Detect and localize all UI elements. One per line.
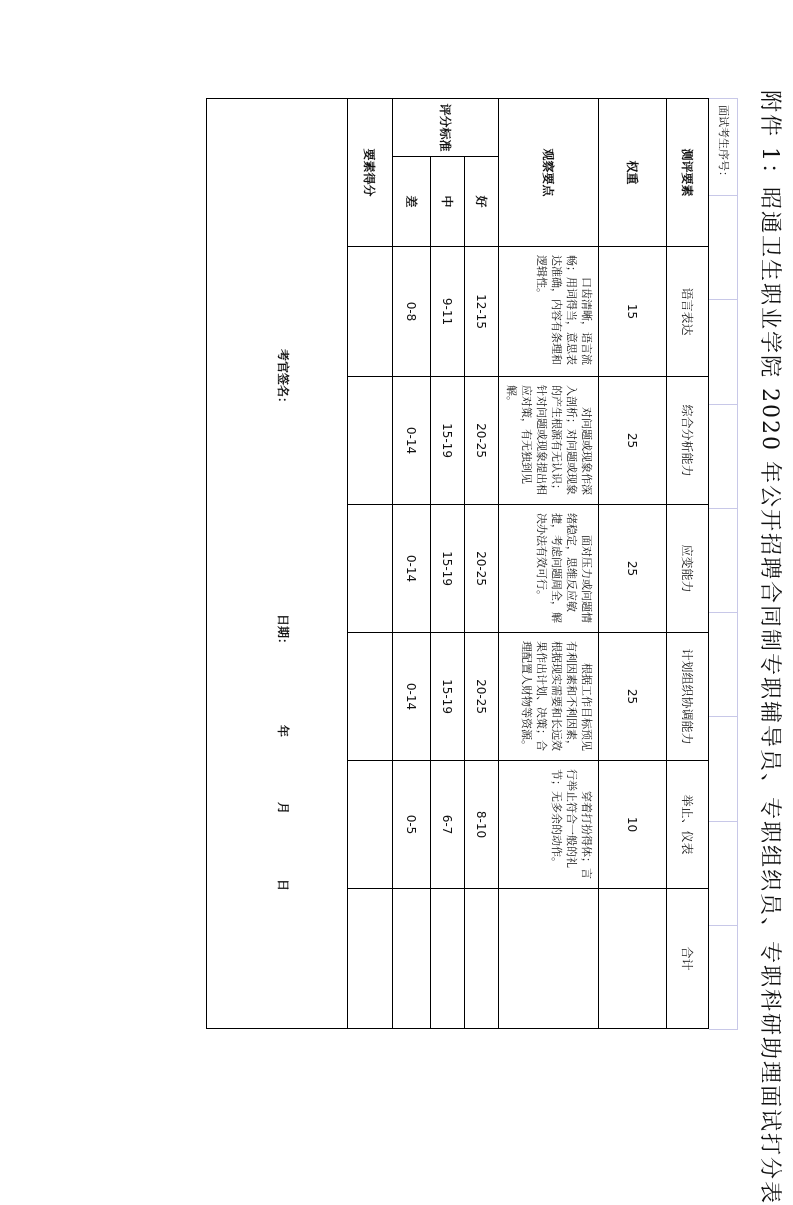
range-poor: 0-8 [393, 247, 431, 377]
signature-label: 考官签名： [276, 349, 290, 410]
element-header: 测评要素 [667, 99, 709, 247]
medium-total-cell [431, 889, 465, 1029]
range-poor: 0-14 [393, 633, 431, 761]
element-name: 应变能力 [667, 505, 709, 633]
score-row [348, 99, 393, 1029]
serial-cell [709, 300, 737, 404]
weight-value: 25 [599, 633, 667, 761]
serial-cell [709, 405, 737, 509]
criteria-header: 评分标准 [393, 99, 499, 157]
score-input-cell[interactable] [348, 377, 393, 505]
weight-value: 25 [599, 505, 667, 633]
range-medium: 15-19 [431, 633, 465, 761]
score-input-cell[interactable] [348, 247, 393, 377]
observation-span: 口齿清晰，语言流畅；用词得当，意思表达准确，内容有条理和逻辑性。 [535, 255, 593, 366]
observation-header: 观察要点 [499, 99, 599, 247]
serial-cell [709, 717, 737, 821]
serial-cell [709, 196, 737, 300]
serial-cell [709, 926, 737, 1029]
element-name: 语言表达 [667, 247, 709, 377]
element-name: 计划组织协调能力 [667, 633, 709, 761]
observation-text [499, 377, 599, 505]
score-sheet [128, 70, 793, 1205]
observation-span: 穿着打扮得体；言行举止符合一般的礼节；无多余的动作。 [550, 769, 593, 880]
range-poor: 0-5 [393, 761, 431, 889]
range-medium: 6-7 [431, 761, 465, 889]
score-input-cell[interactable] [348, 505, 393, 633]
observation-row [499, 99, 599, 1029]
range-good: 8-10 [465, 761, 499, 889]
range-good: 12-15 [465, 247, 499, 377]
signature-row [207, 99, 348, 1029]
observation-total-cell [499, 889, 599, 1029]
score-table [206, 98, 709, 1029]
range-poor: 0-14 [393, 377, 431, 505]
element-row [667, 99, 709, 1029]
element-name: 举止、仪表 [667, 761, 709, 889]
date-month: 月 [276, 802, 290, 815]
weight-value: 25 [599, 377, 667, 505]
date-label: 日期： [276, 614, 290, 651]
range-good: 20-25 [465, 377, 499, 505]
observation-text [499, 761, 599, 889]
score-total-cell[interactable] [348, 889, 393, 1029]
weight-total-cell [599, 889, 667, 1029]
score-input-cell[interactable] [348, 633, 393, 761]
date-day: 日 [276, 879, 290, 892]
serial-label: 面试考生序号： [709, 99, 737, 196]
score-header: 要素得分 [348, 99, 393, 247]
element-name: 综合分析能力 [667, 377, 709, 505]
weight-value: 15 [599, 247, 667, 377]
weight-value: 10 [599, 761, 667, 889]
range-poor: 0-14 [393, 505, 431, 633]
observation-text [499, 505, 599, 633]
range-medium: 15-19 [431, 505, 465, 633]
criteria-medium-row [431, 99, 465, 1029]
serial-cell [709, 822, 737, 926]
range-good: 20-25 [465, 633, 499, 761]
range-medium: 15-19 [431, 377, 465, 505]
serial-row [709, 98, 738, 1030]
signature-cell [207, 99, 348, 1029]
date-field [275, 614, 292, 891]
level-good: 好 [465, 157, 499, 247]
range-medium: 9-11 [431, 247, 465, 377]
range-good: 20-25 [465, 505, 499, 633]
score-input-cell[interactable] [348, 761, 393, 889]
observation-span: 面对压力或问题情绪稳定，思维反应敏捷，考虑问题周全，解决办法有效可行。 [535, 513, 593, 624]
weight-row [599, 99, 667, 1029]
observation-text [499, 633, 599, 761]
observation-span: 根据工作目标预见有利因素和不利因素，根据现实需要和长远效果作出计划、决策；合理配置人财物等资源。 [520, 641, 593, 752]
page-title: 附件 1：昭通卫生职业学院 2020 年公开招聘合同制专职辅导员、专职组织员、专职科研助理面试打分表 [757, 90, 782, 1205]
observation-span: 对问题或现象作深入剖析；对问题或现象的产生根源有无认识；针对问题或现象提出相应对策，有无独到见解。 [505, 385, 593, 496]
serial-cell [709, 509, 737, 613]
poor-total-cell [393, 889, 431, 1029]
criteria-good-row [465, 99, 499, 1029]
good-total-cell [465, 889, 499, 1029]
total-label: 合计 [667, 889, 709, 1029]
observation-text [499, 247, 599, 377]
weight-header: 权重 [599, 99, 667, 247]
serial-cell [709, 613, 737, 717]
level-medium: 中 [431, 157, 465, 247]
level-poor: 差 [393, 157, 431, 247]
criteria-poor-row [393, 99, 431, 1029]
date-year: 年 [276, 725, 290, 738]
